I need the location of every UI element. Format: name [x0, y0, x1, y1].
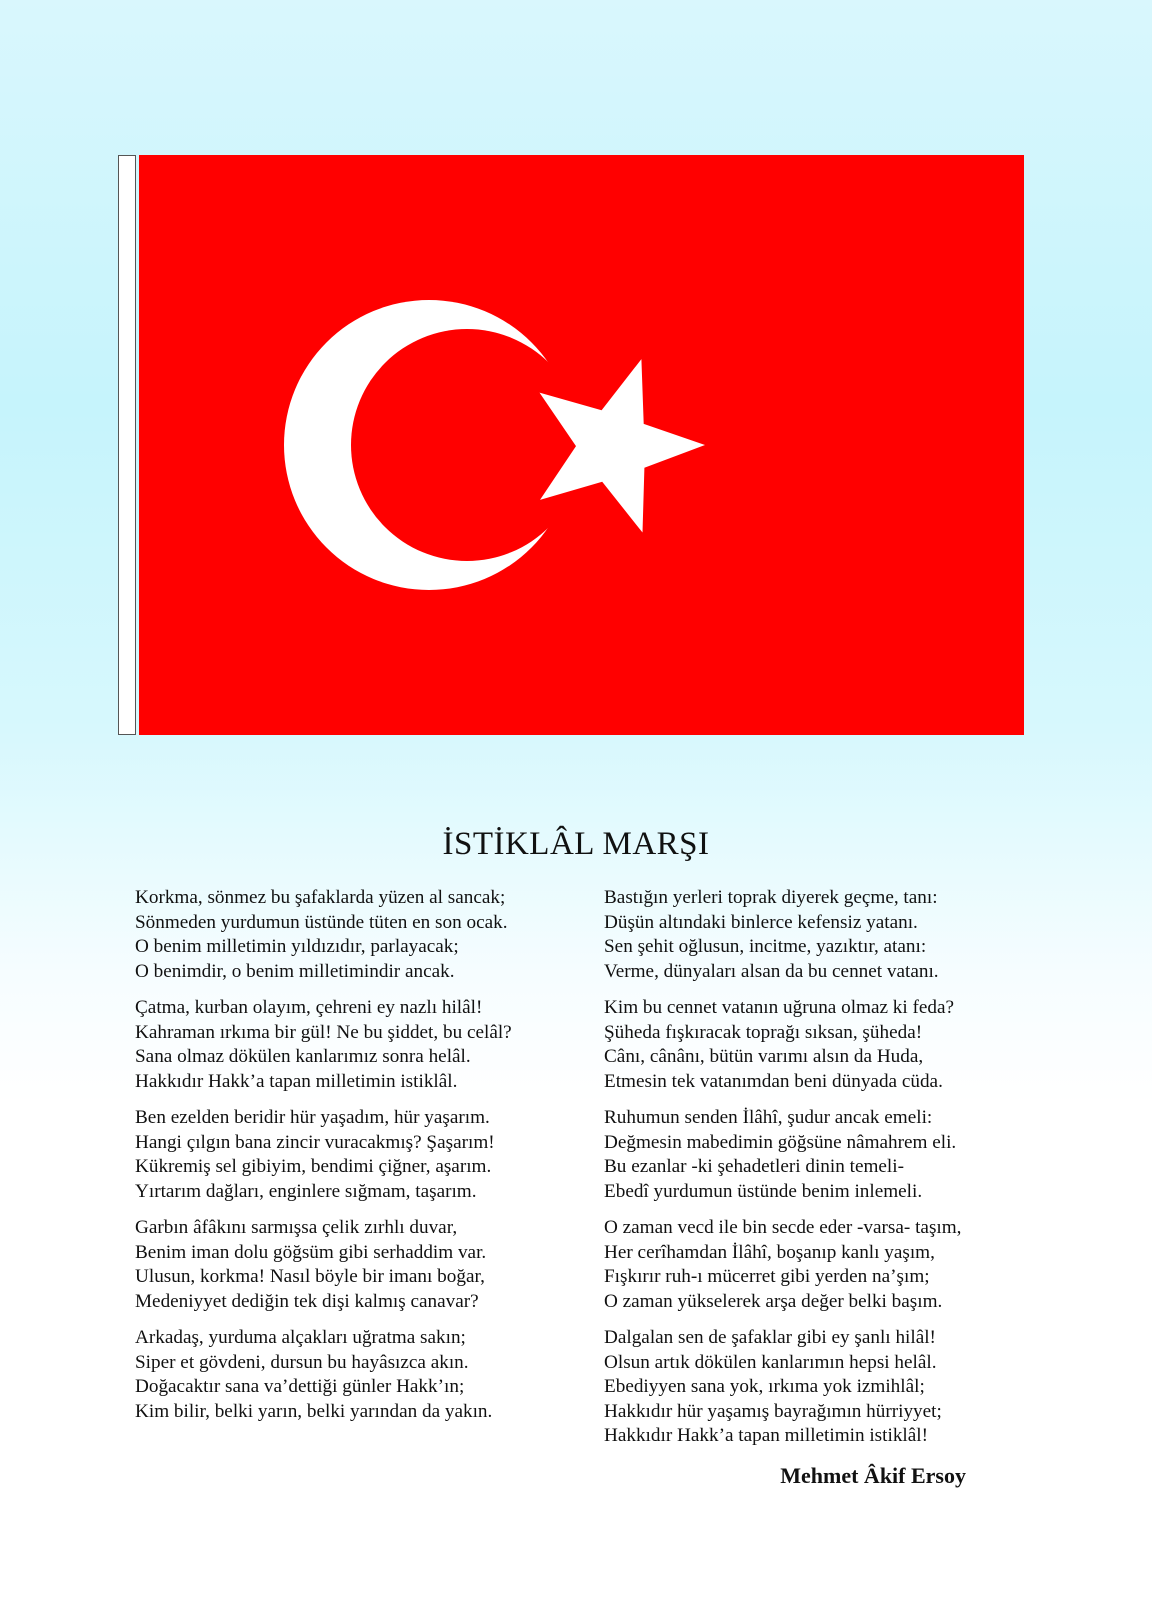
poem-line: Ruhumun senden İlâhî, şudur ancak emeli:	[604, 1107, 933, 1128]
author-signature: Mehmet Âkif Ersoy	[780, 1463, 966, 1488]
poem-stanza	[604, 996, 1024, 1094]
poem-line: Doğacaktır sana va’dettiği günler Hakk’ın;	[135, 1376, 465, 1397]
poem-line: Ebediyyen sana yok, ırkıma yok izmihlâl;	[604, 1376, 925, 1397]
poem-line: Olsun artık dökülen kanlarımın hepsi helâl.	[604, 1351, 937, 1373]
poem-line: Her cerîhamdan İlâhî, boşanıp kanlı yaşım,	[604, 1241, 935, 1263]
poem-right-column	[604, 886, 1024, 1461]
poem-line: Sen şehit oğlusun, incitme, yazıktır, atanı:	[604, 936, 927, 957]
poem-line: Hangi çılgın bana zincir vuracakmış? Şaşarım!	[135, 1131, 495, 1153]
poem-line: Hakkıdır Hakk’a tapan milletimin istiklâl!	[604, 1425, 928, 1446]
poem-line: Arkadaş, yurduma alçakları uğratma sakın;	[135, 1327, 466, 1348]
turkish-flag	[118, 155, 1024, 737]
poem-line: Kükremiş sel gibiyim, bendimi çiğner, aşarım.	[135, 1156, 492, 1177]
poem-line: Sönmeden yurdumun üstünde tüten en son ocak.	[135, 911, 508, 933]
poem-line: Ben ezelden beridir hür yaşadım, hür yaşarım.	[135, 1107, 490, 1128]
poem-line: Düşün altındaki binlerce kefensiz yatanı.	[604, 911, 918, 933]
poem-line: Benim iman dolu göğsüm gibi serhaddim var.	[135, 1241, 487, 1263]
poem-stanza	[604, 1216, 1024, 1314]
poem-line: Dalgalan sen de şafaklar gibi ey şanlı hilâl!	[604, 1327, 936, 1348]
poem-line: Kahraman ırkıma bir gül! Ne bu şiddet, bu celâl?	[135, 1021, 512, 1043]
poem-line: O zaman vecd ile bin secde eder -varsa- taşım,	[604, 1217, 962, 1238]
poem-line: Yırtarım dağları, enginlere sığmam, taşarım.	[135, 1180, 477, 1202]
poem-line: Etmesin tek vatanımdan beni dünyada cüda.	[604, 1070, 943, 1092]
poem-line: Hakkıdır Hakk’a tapan milletimin istiklâl.	[135, 1070, 458, 1092]
poem-line: Verme, dünyaları alsan da bu cennet vatanı.	[604, 960, 939, 982]
poem-line: Sana olmaz dökülen kanlarımız sonra helâl.	[135, 1046, 471, 1067]
poem-line: Garbın âfâkını sarmışsa çelik zırhlı duvar,	[135, 1217, 458, 1238]
poem-line: Ebedî yurdumun üstünde benim inlemeli.	[604, 1180, 923, 1202]
poem-stanza	[135, 996, 575, 1094]
poem-line: Ulusun, korkma! Nasıl böyle bir imanı boğar,	[135, 1266, 485, 1287]
poem-stanza	[135, 1216, 575, 1314]
poem-line: Şüheda fışkıracak toprağı sıksan, şüheda!	[604, 1021, 923, 1043]
poem-line: Fışkırır ruh-ı mücerret gibi yerden na’şım;	[604, 1266, 930, 1287]
poem-stanza	[135, 1106, 575, 1204]
poem-stanza	[135, 1326, 575, 1424]
poem-line: Kim bu cennet vatanın uğruna olmaz ki feda?	[604, 997, 955, 1018]
poem-line: Çatma, kurban olayım, çehreni ey nazlı hilâl!	[135, 997, 483, 1018]
poem-line: O benimdir, o benim milletimindir ancak.	[135, 960, 455, 982]
poem-line: Bu ezanlar -ki şehadetleri dinin temeli-	[604, 1156, 904, 1177]
poem-line: Kim bilir, belki yarın, belki yarından da yakın.	[135, 1400, 493, 1422]
poem-line: Cânı, cânânı, bütün varımı alsın da Huda,	[604, 1046, 924, 1067]
poem-line: Siper et gövdeni, dursun bu hayâsızca akın.	[135, 1351, 469, 1373]
flag-pole	[118, 155, 136, 735]
poem-line: Hakkıdır hür yaşamış bayrağımın hürriyyet;	[604, 1400, 942, 1422]
page-title: İSTİKLÂL MARŞI	[442, 826, 710, 862]
poem-line: O zaman yükselerek arşa değer belki başım.	[604, 1290, 943, 1312]
poem-line: Bastığın yerleri toprak diyerek geçme, tanı:	[604, 887, 938, 908]
poem-stanza	[604, 886, 1024, 984]
poem-stanza	[604, 1106, 1024, 1204]
poem-line: Korkma, sönmez bu şafaklarda yüzen al sancak;	[135, 887, 506, 908]
flag-field	[139, 155, 1024, 735]
poem-line: Değmesin mabedimin göğsüne nâmahrem eli.	[604, 1131, 957, 1153]
poem-line: O benim milletimin yıldızıdır, parlayacak;	[135, 936, 459, 957]
poem-left-column	[135, 886, 575, 1436]
poem-stanza	[604, 1326, 1024, 1449]
poem-line: Medeniyyet dediğin tek dişi kalmış canavar?	[135, 1290, 479, 1312]
poem-stanza	[135, 886, 575, 984]
